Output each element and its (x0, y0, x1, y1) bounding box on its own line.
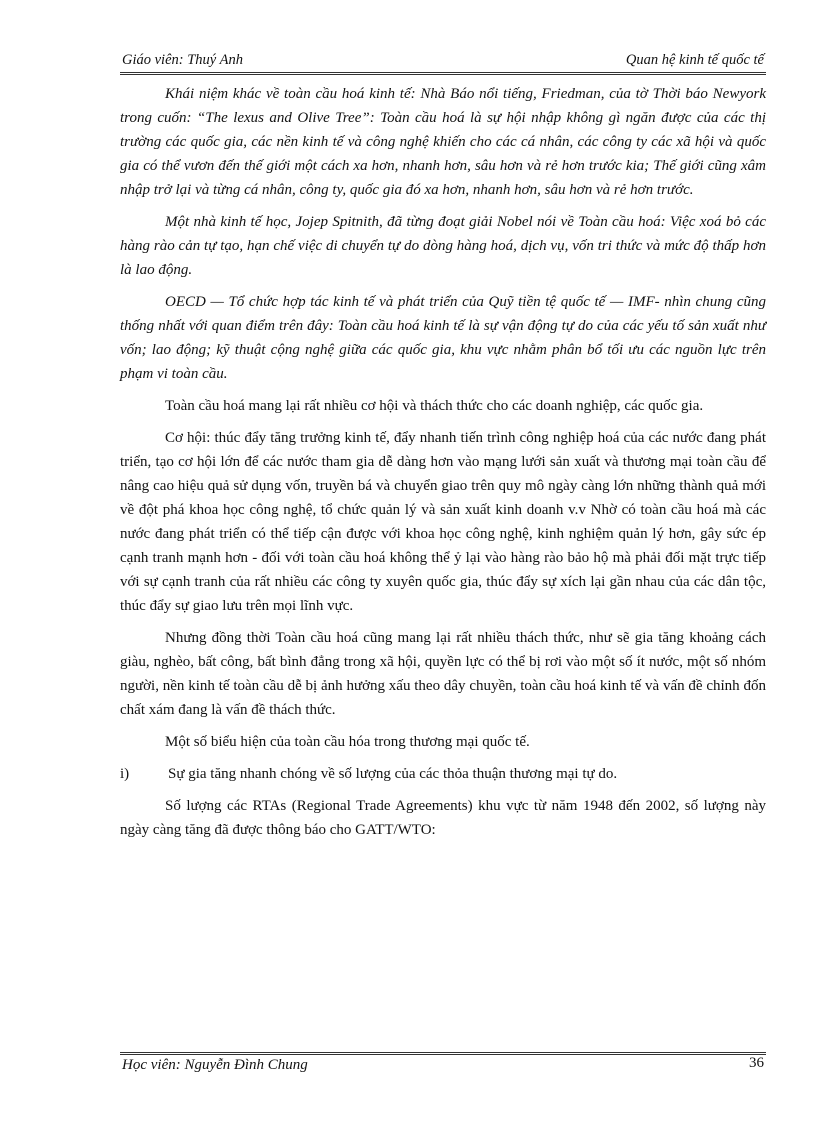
paragraph-opportunities-intro: Toàn cầu hoá mang lại rất nhiều cơ hội và thách thức cho các doanh nghiệp, các quốc gia. (165, 398, 704, 414)
list-item-text: Sự gia tăng nhanh chóng về số lượng của các thỏa thuận thương mại tự do. (168, 766, 618, 782)
page-header (120, 50, 766, 72)
header-subject: Quan hệ kinh tế quốc tế (625, 52, 764, 68)
list-item (120, 762, 766, 786)
paragraph-oecd-definition: OECD — Tổ chức hợp tác kinh tế và phát triển của Quỹ tiền tệ quốc tế — IMF- nhìn chung cũng thống nhất với quan điểm trên đây: Toàn cầu hoá kinh tế là sự vận động tự do của các yếu tố sản xuất như vốn; lao động; kỹ thuật cộng nghệ giữa các quốc gia, khu vực nhằm phân bổ tối ưu các nguồn lực trên phạm vi toàn cầu. (120, 294, 766, 382)
header-divider (120, 72, 766, 75)
page-footer (120, 1055, 766, 1077)
page-number: 36 (749, 1055, 764, 1071)
paragraph-friedman-definition: Khái niệm khác về toàn cầu hoá kinh tế: Nhà Báo nổi tiếng, Friedman, của tờ Thời báo Newyork trong cuốn: “The lexus and Olive Tree”: Toàn cầu hoá là sự hội nhập không gì ngăn được của các thị trường các quốc gia, các nền kinh tế và công nghệ khiến cho các cá nhân, các công ty các xã hội và quốc gia có thể vươn đến thế giới một cách xa hơn, nhanh hơn, sâu hơn và rẻ hơn trước kia; Thế giới cũng xâm nhập trở lại và từng cá nhân, công ty, quốc gia đó xa hơn, nhanh hơn, sâu hơn và rẻ hơn trước. (120, 86, 766, 198)
paragraph-trade-manifestations: Một số biểu hiện của toàn cầu hóa trong thương mại quốc tế. (165, 734, 530, 750)
list-item-marker: i) (120, 766, 130, 782)
paragraph-rtas: Số lượng các RTAs (Regional Trade Agreements) khu vực từ năm 1948 đến 2002, số lượng này ngày càng tăng đã được thông báo cho GATT/WTO: (120, 798, 766, 838)
header-teacher: Giáo viên: Thuý Anh (122, 52, 243, 68)
paragraph-economist-definition: Một nhà kinh tế học, Jojep Spitnith, đã từng đoạt giải Nobel nói về Toàn cầu hoá: Việc xoá bỏ các hàng rào cản tự tạo, hạn chế việc di chuyển tự do dòng hàng hoá, dịch vụ, vốn tri thức và mức độ thấp hơn là lao động. (120, 214, 766, 278)
page-body (120, 82, 766, 850)
paragraph-challenges: Nhưng đồng thời Toàn cầu hoá cũng mang lại rất nhiều thách thức, như sẽ gia tăng khoảng cách giàu, nghèo, bất công, bất bình đẳng trong xã hội, quyền lực có thể bị rơi vào một số ít nước, một số nhóm người, nền kinh tế toàn cầu dễ bị ảnh hưởng xấu theo dây chuyền, toàn cầu hoá kinh tế và vấn đề chỉnh đốn chất xám đang là vấn đề thách thức. (120, 630, 766, 718)
footer-student: Học viên: Nguyễn Đình Chung (122, 1057, 308, 1073)
paragraph-opportunities: Cơ hội: thúc đẩy tăng trưởng kinh tế, đẩy nhanh tiến trình công nghiệp hoá của các nước đang phát triển, tạo cơ hội lớn để các nước tham gia dễ dàng hơn vào mạng lưới sản xuất và thương mại toàn cầu để nâng cao hiệu quả sử dụng vốn, truyền bá và chuyển giao trên quy mô ngày càng lớn những thành quả mới về đột phá khoa học công nghệ, tổ chức quản lý và sản xuất kinh doanh v.v Nhờ có toàn cầu hoá mà các nước đang phát triển có thể tiếp cận được với khoa học công nghệ, kinh nghiệm quản lý hơn, gây sức ép cạnh tranh mạnh hơn - đối với toàn cầu hoá không thể ỷ lại vào hàng rào bảo hộ mà phải đối mặt trực tiếp với sự cạnh tranh của rất nhiều các công ty xuyên quốc gia, thúc đẩy sự xích lại gần nhau của các dân tộc, thúc đẩy sự giao lưu trên mọi lĩnh vực. (120, 430, 766, 614)
